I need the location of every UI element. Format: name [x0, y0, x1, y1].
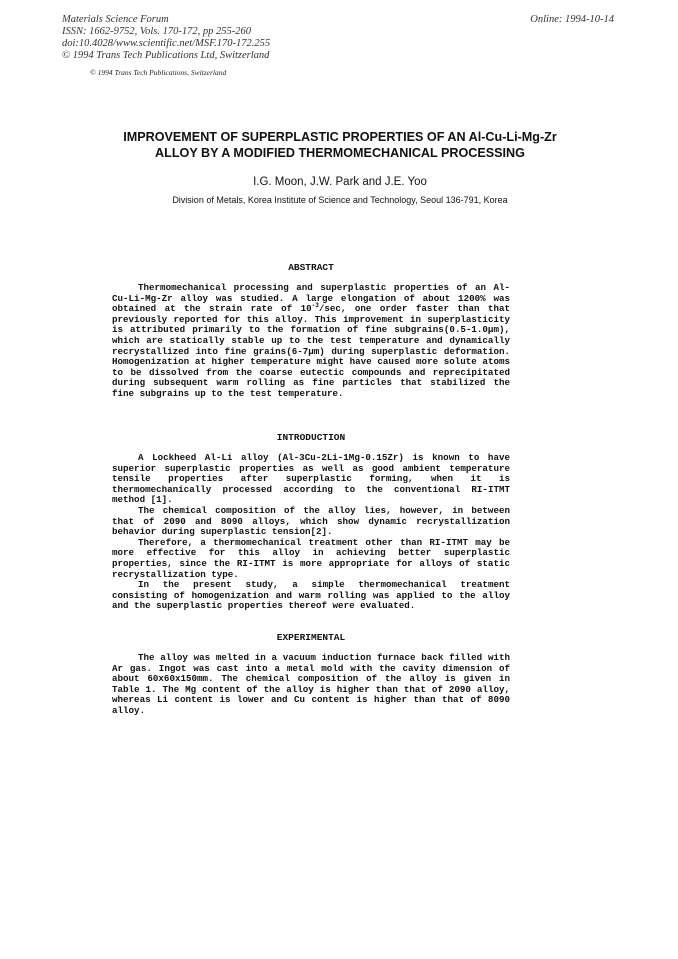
intro-paragraph-2: The chemical composition of the alloy lies, however, in between that of 2090 and 8090 alloys, which show dynamic recrystallization behavior during superplastic tension[2].	[112, 504, 510, 538]
journal-name: Materials Science Forum	[62, 14, 169, 25]
title-line-2: ALLOY BY A MODIFIED THERMOMECHANICAL PROCESSING	[155, 146, 525, 160]
abstract-heading: ABSTRACT	[288, 262, 334, 273]
experimental-heading: EXPERIMENTAL	[276, 632, 346, 643]
publication-info	[62, 14, 270, 62]
intro-paragraph-3: Therefore, a thermomechanical treatment other than RI-ITMT may be more effective for this alloy in achieving better superplastic properties, since the RI-ITMT is more appropriate for alloys of static recrystallization type.	[112, 536, 510, 580]
abstract-text-b: /sec, one order faster than that previously reported for this alloy. This improvement in superplasticity is attributed primarily to the formation of fine subgrains(0.5-1.0μm), which are statically stable up to the test temperature and dynamically recrystallized into fine grains(6-7μm) during superplastic deformation. Homogenization at higher temperature might have caused more solute atoms to be dissolved from the coarse eutectic compounds and reprecipitated during subsequent warm rolling as fine particles that stabilized the fine subgrains up to the test temperature.	[112, 303, 510, 399]
intro-paragraph-1: A Lockheed Al-Li alloy (Al-3Cu-2Li-1Mg-0.15Zr) is known to have superior superplastic properties as well as good ambient temperature tensile properties after superplastic forming, when it is thermomechanically processed according to the conventional RI-ITMT method [1].	[112, 452, 510, 506]
online-date: Online: 1994-10-14	[530, 14, 614, 25]
copyright-line: © 1994 Trans Tech Publications Ltd, Switzerland	[62, 50, 270, 61]
issn-line: ISSN: 1662-9752, Vols. 170-172, pp 255-260	[62, 26, 251, 37]
introduction-heading: INTRODUCTION	[276, 432, 346, 443]
abstract-body	[112, 283, 510, 400]
doi-line[interactable]: doi:10.4028/www.scientific.net/MSF.170-172.255	[62, 38, 271, 49]
introduction-body	[112, 453, 510, 612]
paper-title	[70, 129, 610, 161]
abstract-paragraph	[112, 283, 510, 400]
experimental-body	[112, 653, 510, 717]
intro-paragraph-4: In the present study, a simple thermomechanical treatment consisting of homogenization and warm rolling was applied to the alloy and the superplastic properties thereof were evaluated.	[112, 579, 510, 612]
authors: I.G. Moon, J.W. Park and J.E. Yoo	[253, 176, 427, 188]
experimental-paragraph-1: The alloy was melted in a vacuum induction furnace back filled with Ar gas. Ingot was cast into a metal mold with the cavity dimension of about 60x60x150mm. The chemical composition of the alloy is given in Table 1. The Mg content of the alloy is higher than that of 2090 alloy, whereas Li content is lower and Cu content is higher than that of 8090 alloy.	[112, 652, 510, 716]
copyright-small: © 1994 Trans Tech Publications, Switzerland	[90, 68, 227, 77]
affiliation: Division of Metals, Korea Institute of Science and Technology, Seoul 136-791, Korea	[172, 195, 508, 205]
abstract-text-a: Thermomechanical processing and superplastic properties of an Al-Cu-Li-Mg-Zr alloy was studied. A large elongation of about 1200% was obtained at the strain rate of 10	[112, 282, 510, 315]
title-line-1: IMPROVEMENT OF SUPERPLASTIC PROPERTIES OF AN Al-Cu-Li-Mg-Zr	[123, 130, 557, 144]
strain-rate-exponent: -3	[311, 302, 319, 310]
